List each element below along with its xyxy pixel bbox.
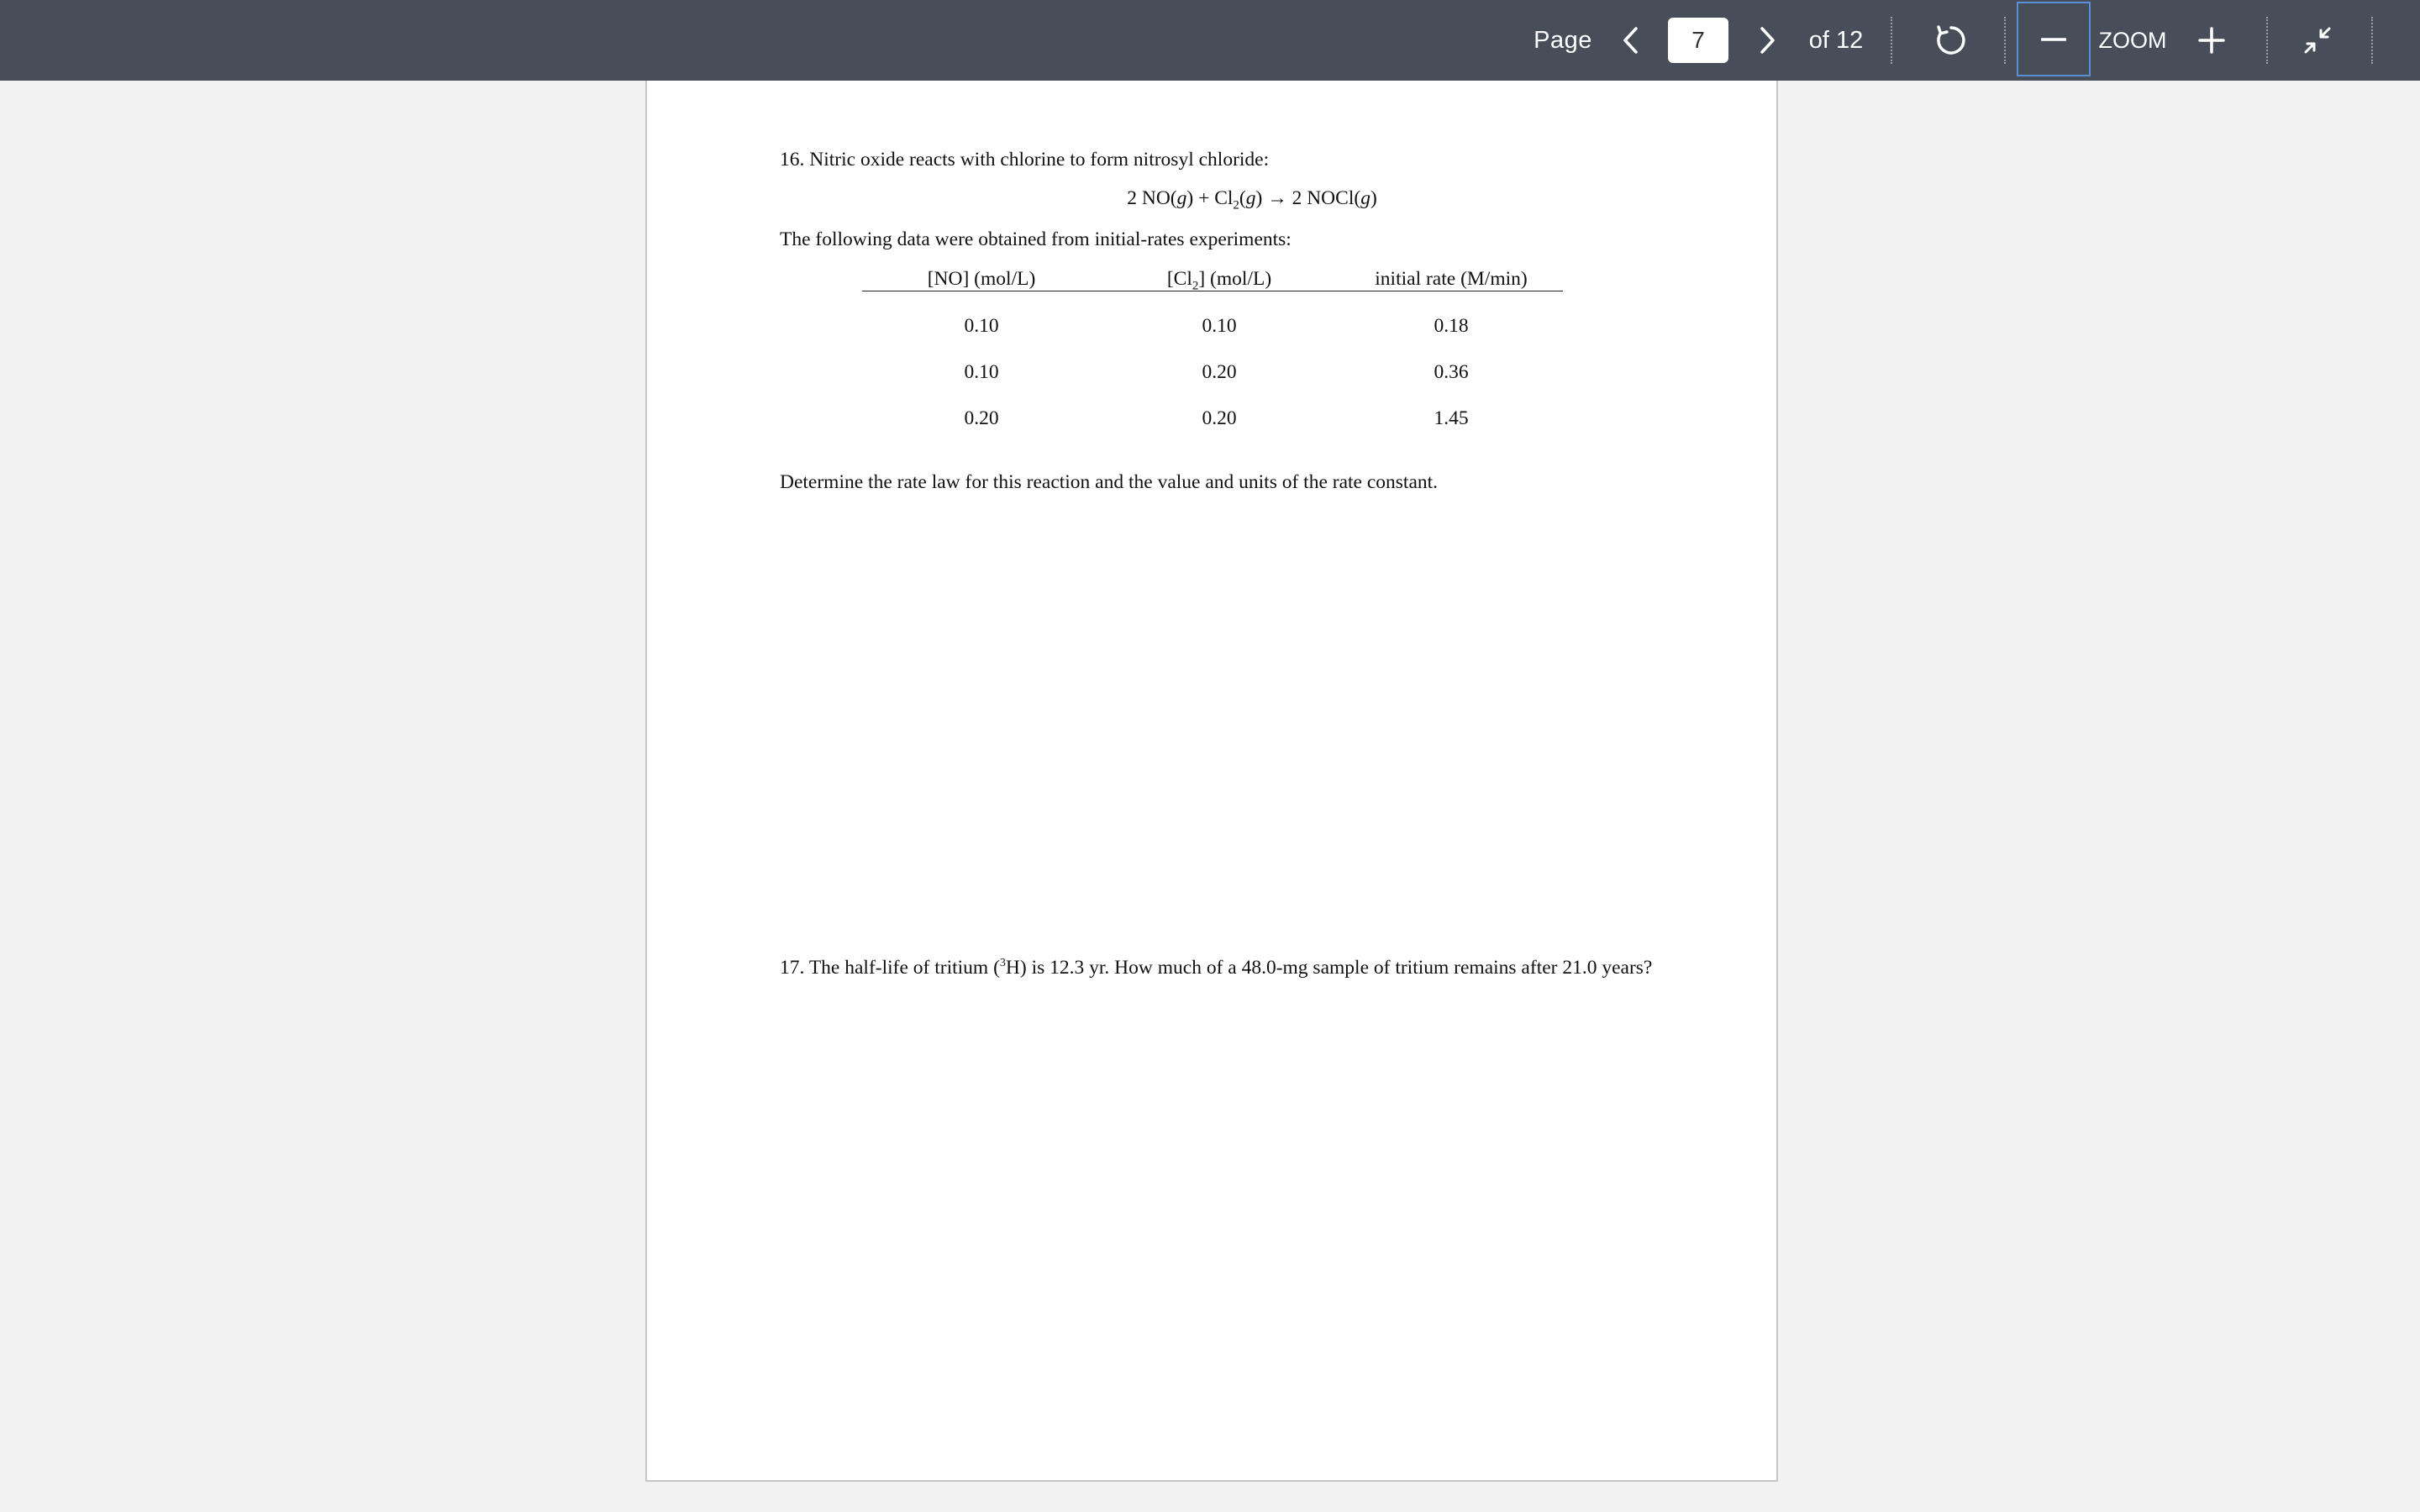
toolbar-divider [2371, 17, 2373, 64]
page-label: Page [1534, 26, 1592, 54]
table-cell: 0.18 [1434, 315, 1469, 337]
table-header-cl2: $[Cl_2]$ (mol/L) [1166, 268, 1272, 293]
table-intro: The following data were obtained from initial-rates experiments: [780, 228, 1292, 250]
chevron-left-icon [1621, 26, 1639, 55]
question-16-title: 16. Nitric oxide reacts with chlorine to form nitrosyl chloride: [780, 149, 1270, 171]
exit-fullscreen-button[interactable] [2294, 0, 2341, 81]
pdf-toolbar [0, 0, 2420, 81]
table-cell: 0.10 [964, 361, 999, 383]
toolbar-divider [2004, 17, 2006, 64]
table-cell: 0.20 [964, 407, 999, 429]
table-cell: 0.20 [1202, 361, 1237, 383]
toolbar-divider [2266, 17, 2268, 64]
collapse-icon [2302, 25, 2333, 55]
previous-page-button[interactable] [1608, 0, 1652, 81]
table-cell: 0.20 [1202, 407, 1237, 429]
reaction-equation: 2 $NO(g) + Cl_2(g) \to 2$ NOCl(g) [1127, 187, 1377, 213]
zoom-out-button[interactable] [2017, 2, 2091, 76]
question-17-text: 17. The half-life of tritium ($^3$H) is 12.3 yr. How much of a 48.0-mg sample of tritium remains after 21.0 years? [780, 956, 1653, 979]
document-page [645, 81, 1778, 1482]
rotate-icon [1934, 24, 1968, 57]
next-page-button[interactable] [1746, 0, 1790, 81]
page-number-input[interactable] [1668, 18, 1728, 63]
page-count-label: of 12 [1808, 26, 1864, 54]
question-16-prompt: Determine the rate law for this reaction and the value and units of the rate constant. [780, 471, 1439, 493]
table-cell: 0.36 [1434, 361, 1469, 383]
zoom-in-button[interactable] [2188, 0, 2235, 81]
zoom-label: ZOOM [2098, 27, 2167, 53]
toolbar-divider [1891, 17, 1892, 64]
table-header-rate: initial rate (M/min) [1375, 268, 1528, 290]
plus-icon [2198, 27, 2225, 54]
table-cell: 0.10 [1202, 315, 1237, 337]
table-cell: 1.45 [1434, 407, 1469, 429]
minus-icon [2041, 37, 2066, 42]
table-cell: 0.10 [964, 315, 999, 337]
rotate-button[interactable] [1928, 0, 1975, 81]
chevron-right-icon [1759, 26, 1777, 55]
table-header-no: [NO] (mol/L) [927, 268, 1036, 290]
